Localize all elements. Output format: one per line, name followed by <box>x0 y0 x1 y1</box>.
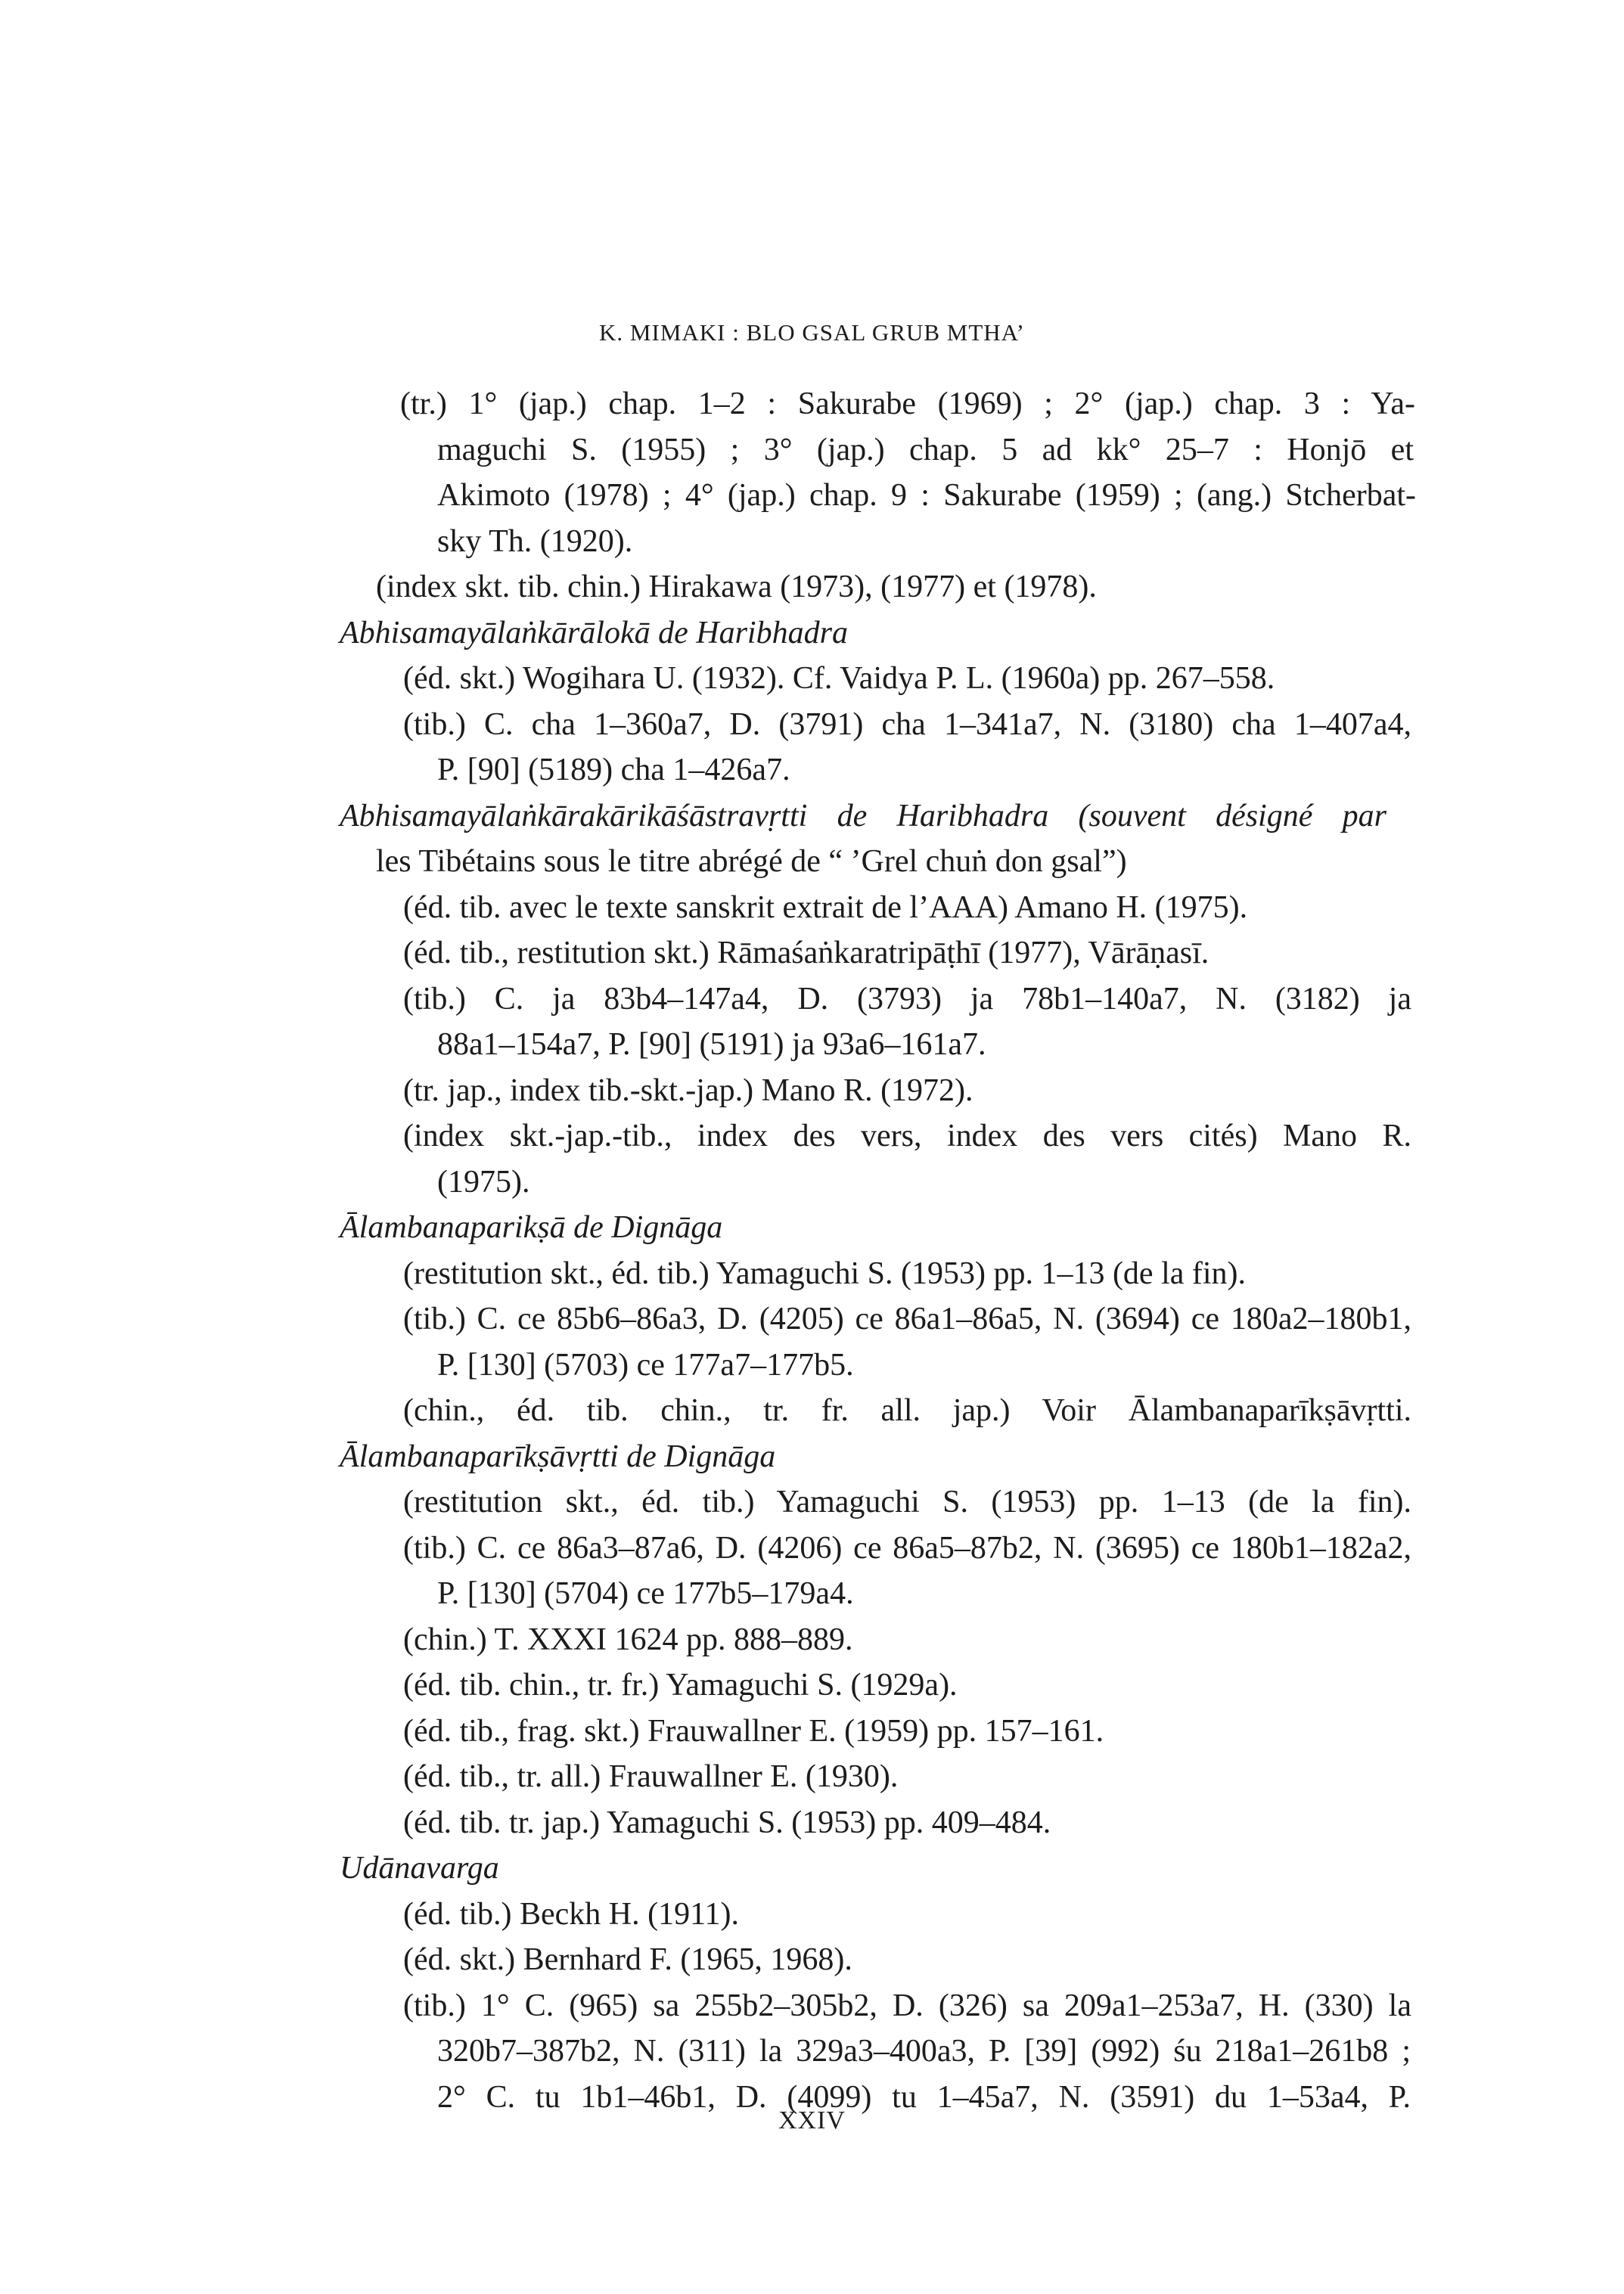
text-line: (éd. tib. avec le texte sanskrit extrait de l’AAA) Amano H. (1975). <box>403 889 1248 925</box>
text-line: (éd. tib., frag. skt.) Frauwallner E. (1959) pp. 157–161. <box>403 1713 1104 1749</box>
entry-title-line: Abhisamayālaṅkārakārikāśāstravṛtti de Haribhadra (souvent désigné par <box>340 798 1386 833</box>
text-line: les Tibétains sous le titre abrégé de “ ’Grel chuṅ don gsal”) <box>376 844 1127 879</box>
text-line: 2° C. tu 1b1–46b1, D. (4099) tu 1–45a7, N. (3591) du 1–53a4, P. <box>437 2079 1411 2115</box>
text-line: (index skt. tib. chin.) Hirakawa (1973), (1977) et (1978). <box>376 570 1097 604</box>
text-line: (chin.) T. XXXI 1624 pp. 888–889. <box>403 1622 853 1657</box>
text-line: (éd. skt.) Bernhard F. (1965, 1968). <box>403 1942 852 1977</box>
text-line: (tib.) C. cha 1–360a7, D. (3791) cha 1–341a7, N. (3180) cha 1–407a4, <box>403 706 1411 742</box>
text-line: (tib.) 1° C. (965) sa 255b2–305b2, D. (326) sa 209a1–253a7, H. (330) la <box>403 1988 1411 2023</box>
text-line: (tib.) C. ce 86a3–87a6, D. (4206) ce 86a5–87b2, N. (3695) ce 180b1–182a2, <box>403 1530 1411 1566</box>
text-line: (éd. skt.) Wogihara U. (1932). Cf. Vaidya P. L. (1960a) pp. 267–558. <box>403 661 1275 696</box>
text-line: sky Th. (1920). <box>437 523 633 559</box>
text-line: P. [130] (5703) ce 177a7–177b5. <box>437 1347 854 1383</box>
entry-title-line: Ālambanaparikṣā de Dignāga <box>340 1210 723 1245</box>
text-line: (éd. tib., restitution skt.) Rāmaśaṅkaratripāṭhī (1977), Vārāṇasī. <box>403 936 1209 970</box>
entry-title-line: Ālambanaparīkṣāvṛtti de Dignāga <box>340 1439 776 1474</box>
running-head: K. MIMAKI : BLO GSAL GRUB MTHA’ <box>599 319 1025 346</box>
text-line: (tib.) C. ce 85b6–86a3, D. (4205) ce 86a1–86a5, N. (3694) ce 180a2–180b1, <box>403 1302 1411 1336</box>
text-line: (restitution skt., éd. tib.) Yamaguchi S. (1953) pp. 1–13 (de la fin). <box>403 1256 1247 1291</box>
text-line: 320b7–387b2, N. (311) la 329a3–400a3, P. [39] (992) śu 218a1–261b8 ; <box>437 2034 1411 2069</box>
bibliography-text <box>0 381 1624 2120</box>
text-line: (tib.) C. ja 83b4–147a4, D. (3793) ja 78b1–140a7, N. (3182) ja <box>403 981 1411 1017</box>
text-line: (restitution skt., éd. tib.) Yamaguchi S. (1953) pp. 1–13 (de la fin). <box>403 1485 1411 1520</box>
text-line: (index skt.-jap.-tib., index des vers, index des vers cités) Mano R. <box>403 1119 1411 1153</box>
text-line: maguchi S. (1955) ; 3° (jap.) chap. 5 ad kk° 25–7 : Honjō et <box>437 432 1414 467</box>
text-line: (tr. jap., index tib.-skt.-jap.) Mano R. (1972). <box>403 1072 973 1108</box>
text-line: (éd. tib., tr. all.) Frauwallner E. (1930). <box>403 1759 899 1794</box>
text-line: P. [90] (5189) cha 1–426a7. <box>437 753 790 787</box>
text-line: 88a1–154a7, P. [90] (5191) ja 93a6–161a7. <box>437 1027 986 1062</box>
text-line: (1975). <box>437 1164 530 1200</box>
text-line: Akimoto (1978) ; 4° (jap.) chap. 9 : Sakurabe (1959) ; (ang.) Stcherbat- <box>437 478 1416 513</box>
text-line: (éd. tib. chin., tr. fr.) Yamaguchi S. (1929a). <box>403 1668 958 1703</box>
text-line: (éd. tib. tr. jap.) Yamaguchi S. (1953) pp. 409–484. <box>403 1805 1051 1840</box>
text-line: (tr.) 1° (jap.) chap. 1–2 : Sakurabe (1969) ; 2° (jap.) chap. 3 : Ya- <box>400 386 1415 421</box>
entry-title-line: Abhisamayālaṅkārālokā de Haribhadra <box>340 615 848 650</box>
text-line: (éd. tib.) Beckh H. (1911). <box>403 1896 739 1932</box>
text-line: (chin., éd. tib. chin., tr. fr. all. jap.) Voir Ālambanaparīkṣāvṛtti. <box>403 1393 1411 1428</box>
entry-title-line: Udānavarga <box>340 1851 499 1886</box>
text-line: P. [130] (5704) ce 177b5–179a4. <box>437 1576 854 1611</box>
page-number: XXIV <box>778 2106 846 2134</box>
